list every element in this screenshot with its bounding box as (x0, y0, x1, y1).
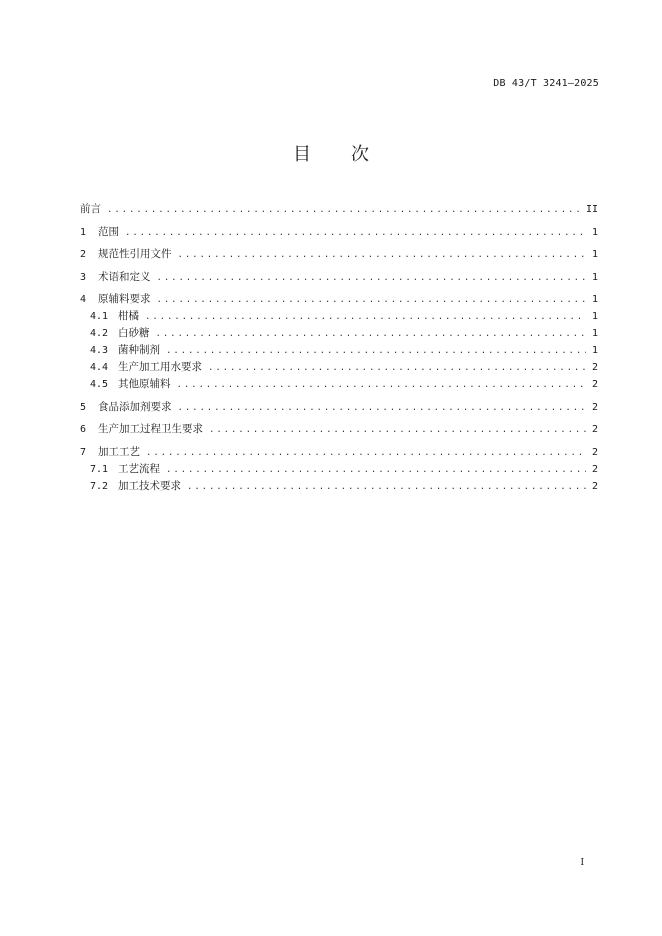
toc-entry-number: 4.1 (90, 311, 109, 322)
dot-leader (125, 225, 586, 242)
toc-entry-number: 4.4 (90, 362, 109, 373)
standard-code: DB 43/T 3241—2025 (493, 78, 599, 89)
toc-entry-text: 规范性引用文件 (98, 248, 172, 260)
dot-leader (156, 326, 587, 343)
toc-entry-number: 2 (80, 249, 87, 260)
toc-entry-text: 原辅料要求 (98, 293, 151, 305)
dot-leader (209, 422, 586, 439)
toc-entry-text: 工艺流程 (118, 462, 160, 475)
dot-leader (166, 343, 586, 360)
page-title (0, 140, 662, 166)
dot-leader (166, 462, 586, 479)
toc-entry-text: 加工技术要求 (118, 479, 181, 492)
toc-entry-number: 7 (80, 446, 87, 458)
toc-entry-page: 2 (591, 424, 598, 435)
toc-entry-text: 生产加工过程卫生要求 (98, 423, 203, 435)
toc-entry-text: 范围 (98, 225, 119, 238)
toc-entry-number: 7.2 (90, 480, 109, 492)
toc-entry-6[interactable] (80, 421, 598, 438)
dot-leader (187, 479, 586, 496)
toc-entry-text: 白砂糖 (118, 327, 150, 339)
toc-entry-text: 食品添加剂要求 (98, 400, 172, 413)
dot-leader (146, 445, 586, 462)
toc-entry-4-4[interactable] (80, 359, 598, 376)
toc-entry-page: 2 (591, 463, 598, 475)
toc-entry-5[interactable] (80, 399, 598, 416)
toc-entry-text: 前言 (80, 203, 101, 215)
toc-entry-text: 术语和定义 (98, 270, 151, 283)
toc-entry-number: 5 (80, 401, 87, 413)
toc-entry-7[interactable] (80, 444, 598, 461)
toc-entry-text: 柑橘 (118, 310, 139, 322)
toc-entry-4-5[interactable] (80, 376, 598, 393)
toc-entry-number: 6 (80, 424, 87, 435)
toc-entry-7-1[interactable] (80, 461, 598, 478)
toc-entry-foreword[interactable] (80, 201, 598, 218)
title-char-2: 次 (351, 144, 369, 165)
toc-entry-2[interactable] (80, 246, 598, 263)
toc-entry-page: 1 (591, 249, 598, 260)
toc-entry-4-2[interactable] (80, 325, 598, 342)
toc-entry-text: 其他原辅料 (118, 378, 171, 390)
dot-leader (157, 270, 587, 287)
toc-entry-1[interactable] (80, 224, 598, 241)
toc-entry-page: 2 (591, 480, 598, 492)
toc-entry-number: 4.3 (90, 345, 109, 356)
table-of-contents (80, 201, 598, 495)
toc-entry-page: II (585, 204, 598, 215)
toc-entry-number: 3 (80, 271, 87, 283)
dot-leader (177, 377, 587, 394)
toc-entry-page: 2 (591, 401, 598, 413)
toc-entry-page: 1 (591, 328, 598, 339)
dot-leader (157, 292, 587, 309)
toc-entry-7-2[interactable] (80, 478, 598, 495)
dot-leader (178, 247, 587, 264)
toc-entry-page: 1 (591, 345, 598, 356)
dot-leader (107, 202, 582, 219)
toc-entry-page: 2 (591, 446, 598, 458)
toc-entry-number: 1 (80, 226, 87, 238)
dot-leader (145, 309, 586, 326)
toc-entry-number: 4.2 (90, 328, 109, 339)
title-char-1: 目 (293, 144, 311, 165)
toc-entry-4-1[interactable] (80, 308, 598, 325)
toc-entry-text: 生产加工用水要求 (118, 361, 202, 373)
page-number: I (580, 858, 584, 868)
toc-entry-page: 2 (591, 379, 598, 390)
toc-entry-number: 4.5 (90, 379, 109, 390)
toc-entry-4[interactable] (80, 291, 598, 308)
toc-entry-number: 4 (80, 294, 87, 305)
toc-entry-page: 2 (591, 362, 598, 373)
toc-entry-number: 7.1 (90, 463, 109, 475)
toc-entry-page: 1 (591, 294, 598, 305)
toc-entry-page: 1 (591, 226, 598, 238)
dot-leader (208, 360, 586, 377)
toc-entry-text: 加工工艺 (98, 445, 140, 458)
toc-entry-page: 1 (591, 311, 598, 322)
toc-entry-3[interactable] (80, 269, 598, 286)
dot-leader (178, 400, 587, 417)
toc-entry-page: 1 (591, 271, 598, 283)
toc-entry-4-3[interactable] (80, 342, 598, 359)
toc-entry-text: 菌种制剂 (118, 344, 160, 356)
